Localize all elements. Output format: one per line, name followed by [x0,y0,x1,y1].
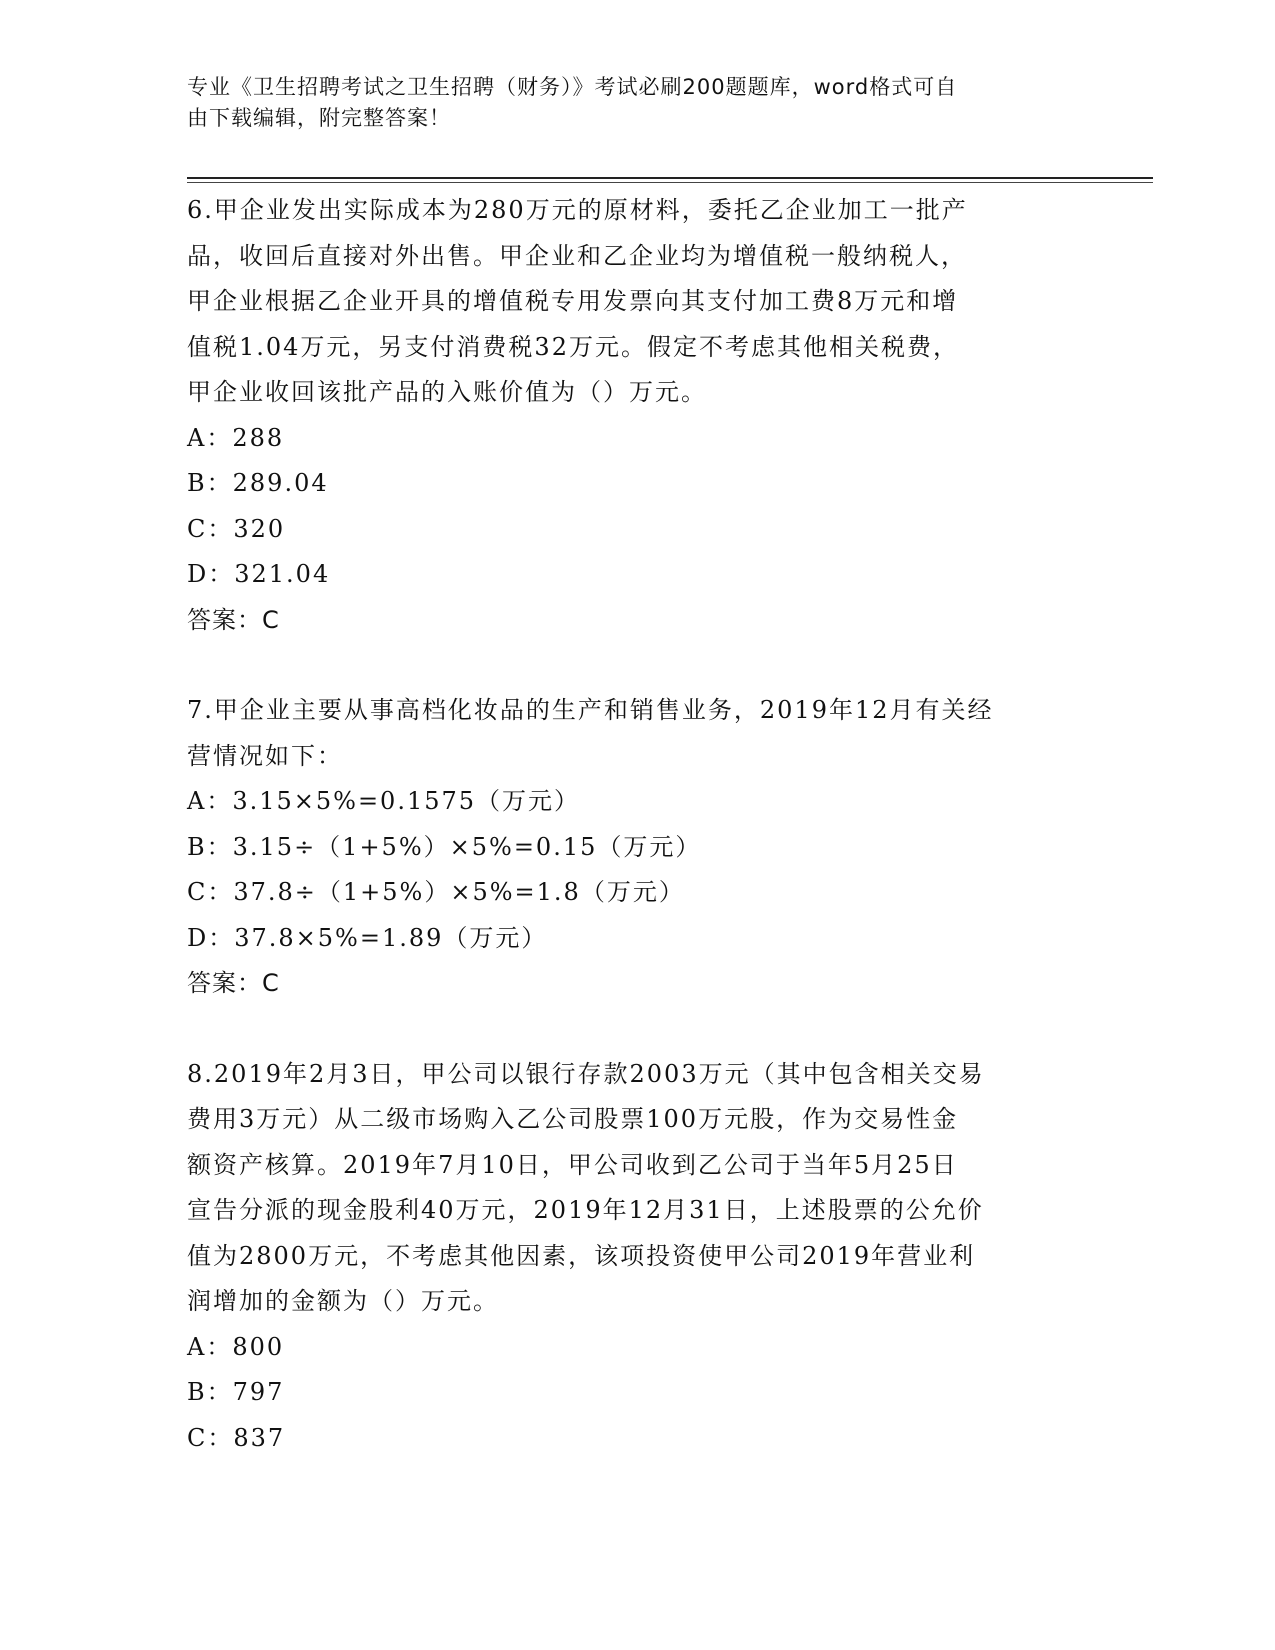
stem-line: 品，收回后直接对外出售。甲企业和乙企业均为增值税一般纳税人， [187,241,967,270]
header-line-1: 专业《卫生招聘考试之卫生招聘（财务）》考试必刷200题题库，word格式可自 [187,75,958,99]
option-b: B：3.15÷（1+5%）×5%=0.15（万元） [187,832,702,861]
stem-line: 7.甲企业主要从事高档化妆品的生产和销售业务，2019年12月有关经 [187,696,994,724]
option-a: A：3.15×5%=0.1575（万元） [187,787,581,815]
stem-line: 额资产核算。2019年7月10日，甲公司收到乙公司于当年5月25日 [187,1150,958,1179]
header-divider-thick [187,177,1153,179]
header-line-2: 由下载编辑，附完整答案！ [187,106,451,130]
stem-line: 6.甲企业发出实际成本为280万元的原材料，委托乙企业加工一批产 [187,196,968,224]
question-gap [187,643,1087,688]
option-d: D：37.8×5%=1.89（万元） [187,923,548,952]
option-b: B：797 [187,1378,285,1406]
question-gap [187,1007,1087,1052]
question-6 [187,188,1087,643]
answer-line: 答案：C [187,969,280,997]
stem-line: 甲企业收回该批产品的入账价值为（）万元。 [187,378,707,406]
option-a: A：288 [187,423,285,452]
header-divider-thin [187,182,1153,183]
stem-line: 润增加的金额为（）万元。 [187,1287,499,1315]
question-7 [187,688,1087,1007]
option-c: C：37.8÷（1+5%）×5%=1.8（万元） [187,878,685,906]
question-stem [187,188,1087,416]
option-c: C：320 [187,514,286,543]
stem-line: 营情况如下： [187,741,343,770]
stem-line: 宣告分派的现金股利40万元，2019年12月31日，上述股票的公允价 [187,1196,984,1224]
question-list [187,188,1087,1461]
option-b: B：289.04 [187,469,329,497]
option-d: D：321.04 [187,560,331,588]
stem-line: 值为2800万元，不考虑其他因素，该项投资使甲公司2019年营业利 [187,1241,976,1270]
stem-line: 值税1.04万元，另支付消费税32万元。假定不考虑其他相关税费， [187,332,959,361]
stem-line: 甲企业根据乙企业开具的增值税专用发票向其支付加工费8万元和增 [187,287,959,315]
question-8 [187,1052,1087,1462]
stem-line: 8.2019年2月3日，甲公司以银行存款2003万元（其中包含相关交易 [187,1059,985,1088]
document-header [187,72,1067,134]
option-a: A：800 [187,1332,285,1361]
answer-line: 答案：C [187,605,280,634]
question-stem [187,688,1087,779]
stem-line: 费用3万元）从二级市场购入乙公司股票100万元股，作为交易性金 [187,1105,959,1133]
question-stem [187,1052,1087,1325]
option-c: C：837 [187,1423,286,1452]
